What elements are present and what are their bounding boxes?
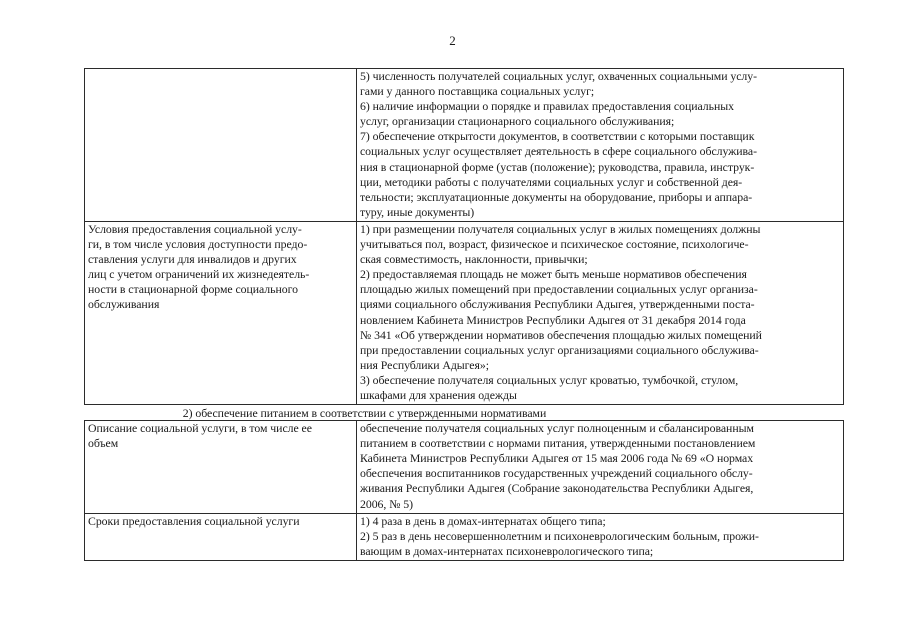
text-line: лиц с учетом ограничений их жизнедеятель- [88,267,310,282]
text-line: Сроки предоставления социальной услуги [88,513,300,528]
row3-left-cell [85,421,357,514]
text-line: вающим в домах-интернатах психоневрологического типа; [360,543,654,558]
row4-right-cell [357,513,844,560]
text-line: Условия предоставления социальной услу- [88,221,302,236]
row1-right-cell [357,69,844,222]
section-heading-cell [85,405,844,421]
text-line: 2006, № 5) [360,496,414,511]
text-line: питанием в соответствии с нормами питания, утвержденными постановлением [360,436,756,451]
row3-right-cell [357,421,844,514]
row2-right-cell [357,221,844,404]
text-line: ния в стационарной форме (устав (положение); руководства, правила, инструк- [360,159,755,174]
text-line: объем [88,436,119,451]
document-table [84,68,842,561]
table-row [85,513,844,560]
text-line: гами у данного поставщика социальных услуг; [360,84,595,99]
row1-left-cell [85,69,357,222]
text-line: живания Республики Адыгея (Собрание законодательства Республики Адыгея, [360,481,754,496]
text-line: обеспечения воспитанников государственных учреждений социального обслу- [360,466,753,481]
text-line: 1) при размещении получателя социальных услуг в жилых помещениях должны [360,221,761,236]
text-line: ги, в том числе условия доступности предо- [88,237,308,252]
text-line: 7) обеспечение открытости документов, в соответствии с которыми поставщик [360,129,755,144]
text-line: услуг, организации стационарного социального обслуживания; [360,114,675,129]
text-line: ставления услуги для инвалидов и других [88,252,297,267]
text-line: 6) наличие информации о порядке и правилах предоставления социальных [360,99,734,114]
table-row [85,221,844,404]
text-line: 2) 5 раз в день несовершеннолетним и психоневрологическим больным, прожи- [360,528,759,543]
text-line: 3) обеспечение получателя социальных услуг кроватью, тумбочкой, стулом, [360,372,739,387]
table-row [85,69,844,222]
page-number: 2 [449,33,456,48]
text-line: ции, методики работы с получателями социальных услуг и собственной дея- [360,174,743,189]
services-table [84,68,844,561]
row4-left-cell [85,513,357,560]
text-line: 2) предоставляемая площадь не может быть меньше нормативов обеспечения [360,267,747,282]
row2-left-cell [85,221,357,404]
text-line: при предоставлении социальных услуг организациями социального обслужива- [360,342,759,357]
text-line: шкафами для хранения одежды [360,387,517,402]
table-row [85,421,844,514]
text-line: № 341 «Об утверждении нормативов обеспечения площадью жилых помещений [360,327,762,342]
text-line: циями социального обслуживания Республики Адыгея, утвержденными поста- [360,297,755,312]
text-line: 5) численность получателей социальных услуг, охваченных социальными услу- [360,69,757,83]
text-line: обеспечение получателя социальных услуг полноценным и сбалансированным [360,421,754,436]
section-title: 2) обеспечение питанием в соответствии с утвержденными нормативами [182,406,547,421]
text-line: обслуживания [88,297,160,312]
text-line: 1) 4 раза в день в домах-интернатах общего типа; [360,513,606,528]
text-line: ности в стационарной форме социального [88,282,298,297]
text-line: тельности; эксплуатационные документы на оборудование, приборы и аппара- [360,189,753,204]
text-line: ния Республики Адыгея»; [360,357,489,372]
text-line: площадью жилых помещений при предоставлении социальных услуг организа- [360,282,758,297]
text-line: туру, иные документы) [360,204,475,219]
text-line: Кабинета Министров Республики Адыгея от 15 мая 2006 года № 69 «О нормах [360,451,754,466]
section-heading-row [85,405,844,421]
text-line: ская совместимость, наклонности, привычки; [360,252,588,267]
text-line: Описание социальной услуги, в том числе ее [88,421,312,436]
text-line: социальных услуг осуществляет деятельность в сфере социального обслужива- [360,144,757,159]
text-line: новлением Кабинета Министров Республики Адыгея от 31 декабря 2014 года [360,312,746,327]
text-line: учитываться пол, возраст, физическое и психическое состояние, психологиче- [360,237,749,252]
